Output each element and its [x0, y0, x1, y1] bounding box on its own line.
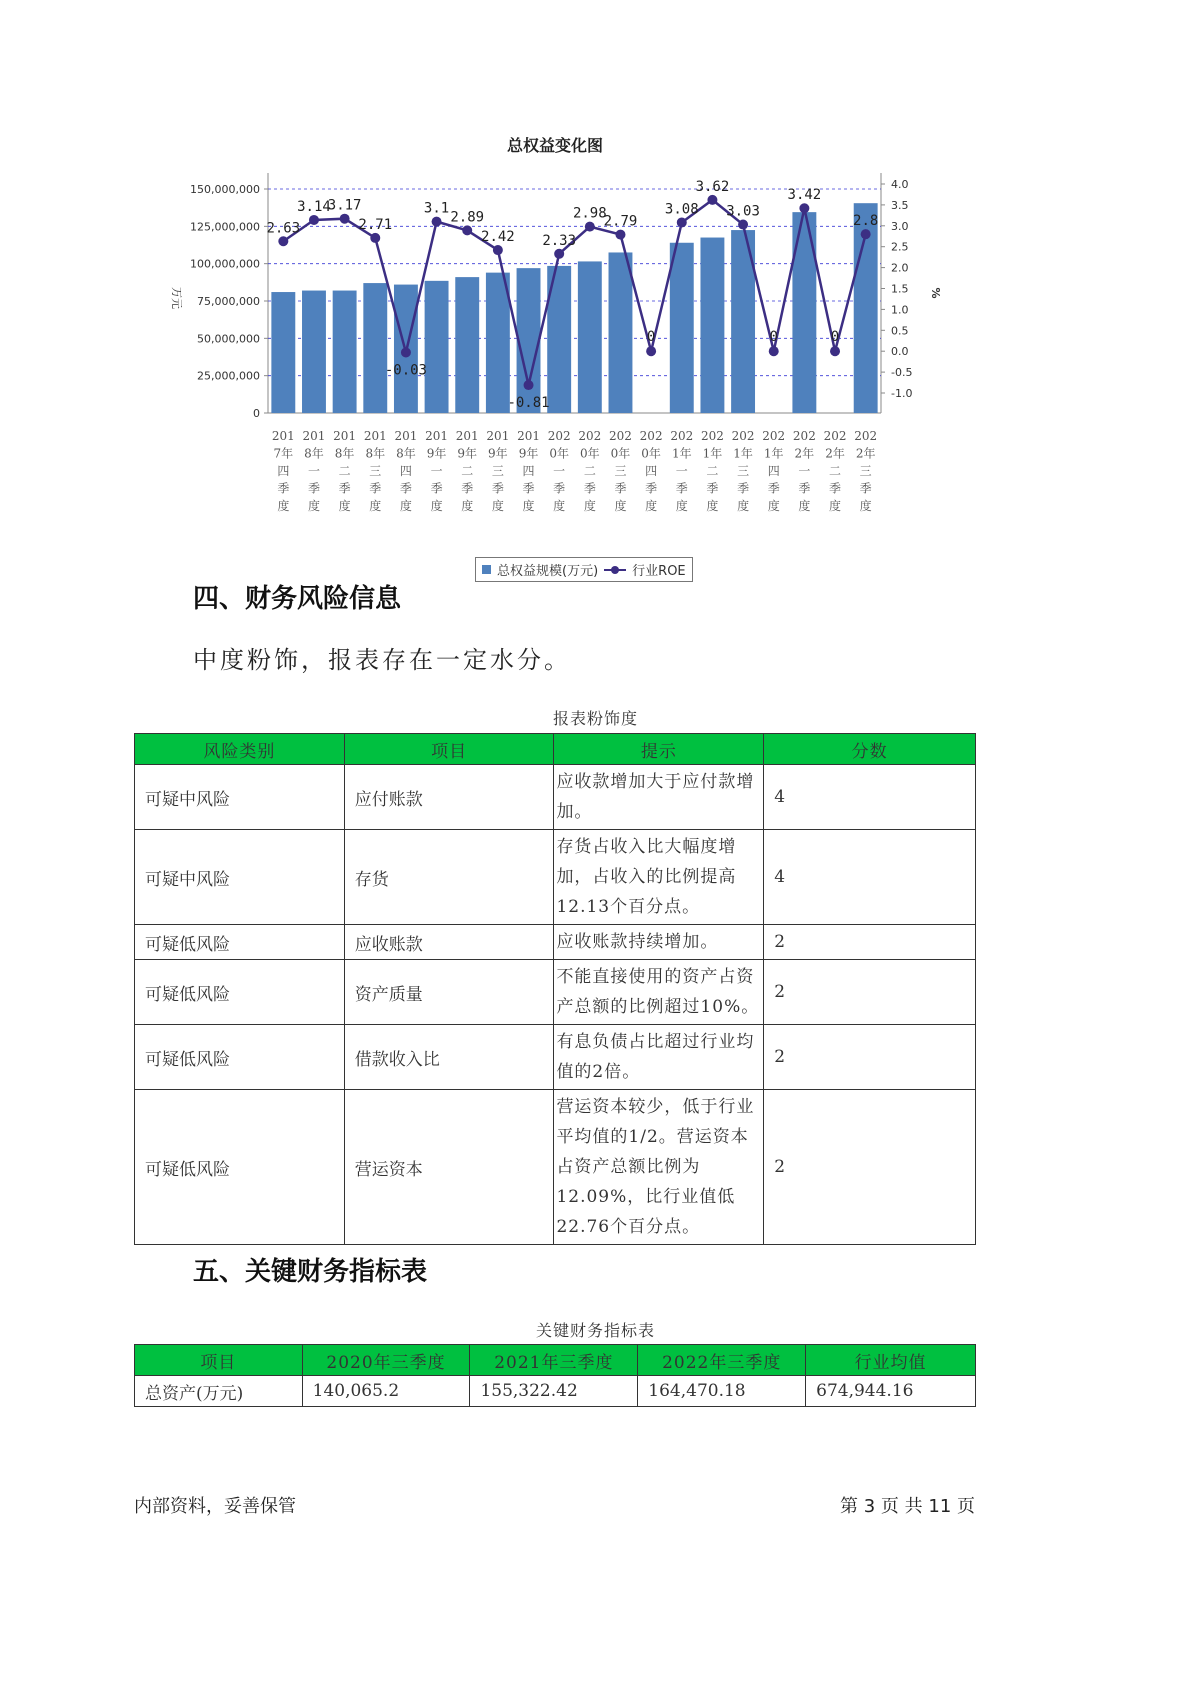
bar	[609, 252, 633, 413]
x-tick-label: 三	[737, 464, 750, 478]
x-tick-label: 202	[670, 429, 694, 443]
kfi-value: 155,322.42	[470, 1376, 638, 1407]
y-tick-label: 75,000,000	[197, 295, 260, 308]
x-tick-label: 季	[675, 481, 688, 496]
x-tick-label: 201	[302, 429, 326, 443]
table-row	[135, 1090, 976, 1245]
x-tick-label: 7年	[273, 446, 294, 461]
header-cell: 风险类别	[135, 734, 345, 765]
roe-data-label: 3.17	[327, 197, 362, 214]
x-tick-label: 0年	[610, 446, 631, 461]
x-tick-label: 度	[583, 499, 596, 513]
legend-line-swatch	[604, 569, 626, 571]
y2-tick-label: 2.0	[891, 261, 909, 275]
x-tick-label: 季	[614, 481, 627, 496]
roe-point	[401, 347, 411, 357]
kfi-table-caption: 关键财务指标表	[535, 1321, 655, 1340]
x-tick-label: 度	[277, 499, 290, 513]
header-cell: 2022年三季度	[638, 1345, 806, 1376]
bar	[363, 283, 387, 413]
bar	[486, 273, 510, 413]
x-tick-label: 季	[369, 481, 382, 496]
x-tick-label: 二	[583, 464, 596, 478]
equity-chart	[170, 135, 975, 595]
kfi-table-header	[135, 1345, 976, 1376]
risk-table-header	[135, 734, 976, 765]
risk-item: 借款收入比	[344, 1025, 554, 1090]
table-row	[135, 765, 976, 830]
bar	[670, 243, 694, 413]
roe-point	[799, 203, 809, 213]
section5-heading: 五、关键财务指标表	[193, 1257, 428, 1287]
x-tick-label: 四	[767, 464, 780, 478]
kfi-table	[134, 1344, 976, 1407]
x-tick-label: 三	[369, 464, 382, 478]
bar	[455, 277, 479, 413]
y-tick-label: 150,000,000	[190, 183, 260, 196]
roe-data-label: 3.03	[726, 203, 760, 220]
bar	[425, 281, 449, 413]
y2-tick-label: 4.0	[891, 178, 909, 191]
x-tick-label: 季	[767, 481, 780, 496]
risk-tip: 存货占收入比大幅度增加，占收入的比例提高12.13个百分点。	[554, 830, 764, 925]
chart-legend	[475, 557, 693, 582]
y-tick-label: 125,000,000	[190, 220, 260, 234]
x-tick-label: 三	[859, 464, 872, 478]
risk-tip: 应收款增加大于应付款增加。	[554, 765, 764, 830]
x-tick-label: 一	[307, 464, 320, 478]
x-tick-label: 9年	[488, 446, 508, 461]
y-tick-label: 0	[253, 407, 260, 420]
x-tick-label: 202	[609, 429, 632, 443]
bar	[700, 238, 724, 413]
x-tick-label: 202	[854, 429, 878, 443]
roe-point	[462, 225, 472, 235]
x-tick-label: 季	[798, 481, 811, 496]
y2-tick-label: 3.0	[891, 219, 909, 233]
x-tick-label: 季	[859, 481, 872, 496]
roe-point	[830, 346, 840, 356]
risk-score: 2	[764, 925, 976, 960]
y2-tick-label: 2.5	[891, 240, 909, 254]
header-cell: 项目	[135, 1345, 303, 1376]
x-tick-label: 季	[461, 481, 474, 496]
y2-tick-label: 0.5	[891, 324, 909, 338]
x-tick-label: 8年	[334, 446, 355, 461]
roe-point	[554, 249, 564, 259]
roe-data-label: 2.42	[481, 229, 515, 246]
roe-data-label: 2.89	[450, 209, 485, 226]
risk-tip: 不能直接使用的资产占资产总额的比例超过10%。	[554, 960, 764, 1025]
x-tick-label: 202	[823, 429, 847, 443]
roe-data-label: 3.1	[423, 200, 450, 217]
x-tick-label: 度	[645, 499, 658, 513]
legend-line-label: 行业ROE	[632, 564, 686, 579]
header-cell: 2020年三季度	[302, 1345, 470, 1376]
x-tick-label: 一	[430, 464, 443, 478]
header-cell: 行业均值	[806, 1345, 976, 1376]
roe-point	[738, 220, 748, 230]
risk-category: 可疑中风险	[135, 830, 345, 925]
risk-category: 可疑低风险	[135, 1025, 345, 1090]
x-tick-label: 度	[461, 499, 474, 513]
equity-chart-svg	[170, 135, 975, 555]
x-tick-label: 8年	[365, 446, 386, 461]
risk-item: 应收账款	[344, 925, 554, 960]
roe-point	[646, 346, 656, 356]
x-tick-label: 季	[430, 481, 443, 496]
x-tick-label: 二	[829, 464, 842, 478]
y-tick-label: 25,000,000	[197, 369, 260, 383]
table-row	[135, 1376, 976, 1407]
roe-data-label: 3.42	[787, 187, 822, 204]
x-tick-label: 三	[614, 464, 627, 478]
roe-point	[769, 346, 779, 356]
risk-score: 2	[764, 1025, 976, 1090]
roe-point	[524, 380, 534, 390]
x-tick-label: 度	[369, 499, 382, 513]
x-tick-label: 季	[645, 481, 658, 496]
risk-tip: 营运资本较少，低于行业平均值的1/2。营运资本占资产总额比例为12.09%，比行业值低22.76个百分点。	[554, 1090, 764, 1245]
roe-point	[278, 236, 288, 246]
bar	[271, 292, 295, 413]
x-tick-label: 8年	[396, 446, 416, 461]
roe-data-label: -0.81	[507, 395, 550, 412]
x-tick-label: 季	[338, 481, 351, 496]
x-tick-label: 202	[762, 429, 786, 443]
x-tick-label: 0年	[580, 446, 600, 461]
roe-data-label: 2.98	[572, 205, 607, 222]
roe-data-label: 2.71	[358, 216, 393, 233]
x-tick-label: 一	[798, 464, 811, 478]
x-tick-label: 度	[553, 499, 566, 513]
y-tick-label: 100,000,000	[190, 257, 260, 271]
table-row	[135, 960, 976, 1025]
risk-category: 可疑低风险	[135, 925, 345, 960]
x-tick-label: 201	[517, 429, 540, 443]
risk-item: 营运资本	[344, 1090, 554, 1245]
x-tick-label: 2年	[855, 446, 876, 461]
x-tick-label: 一	[553, 464, 566, 478]
y2-tick-label: -0.5	[891, 366, 913, 380]
x-tick-label: 201	[363, 429, 387, 443]
section4-text: 中度粉饰，报表存在一定水分。	[193, 646, 571, 674]
risk-score: 2	[764, 960, 976, 1025]
y2-tick-label: 1.5	[891, 282, 909, 296]
kfi-value: 674,944.16	[806, 1376, 976, 1407]
x-tick-label: 四	[277, 464, 290, 478]
x-tick-label: 四	[399, 464, 412, 478]
x-tick-label: 度	[737, 499, 750, 513]
x-tick-label: 202	[731, 429, 755, 443]
x-tick-label: 2年	[794, 446, 815, 461]
x-tick-label: 2年	[825, 446, 845, 461]
x-tick-label: 二	[706, 464, 719, 478]
roe-point	[677, 217, 687, 227]
x-tick-label: 0年	[549, 446, 569, 461]
risk-category: 可疑中风险	[135, 765, 345, 830]
risk-category: 可疑低风险	[135, 960, 345, 1025]
roe-point	[309, 215, 319, 225]
x-tick-label: 201	[425, 429, 449, 443]
x-tick-label: 9年	[457, 446, 478, 461]
roe-point	[370, 233, 380, 243]
kfi-value: 140,065.2	[302, 1376, 470, 1407]
x-tick-label: 202	[547, 429, 571, 443]
risk-score: 4	[764, 765, 976, 830]
x-tick-label: 0年	[641, 446, 661, 461]
x-tick-label: 201	[394, 429, 418, 443]
x-tick-label: 201	[486, 429, 510, 443]
bar	[578, 261, 602, 413]
risk-item: 资产质量	[344, 960, 554, 1025]
roe-data-label: 0	[646, 329, 656, 346]
x-tick-label: 季	[553, 481, 566, 496]
legend-bar-swatch	[482, 565, 491, 574]
roe-point	[585, 222, 595, 232]
header-cell: 2021年三季度	[470, 1345, 638, 1376]
bar	[302, 291, 326, 413]
kfi-item: 总资产(万元)	[135, 1376, 303, 1407]
x-tick-label: 度	[491, 499, 504, 513]
x-tick-label: 三	[491, 464, 504, 478]
x-tick-label: 一	[675, 464, 688, 478]
risk-score: 4	[764, 830, 976, 925]
x-tick-label: 四	[645, 464, 658, 478]
bar	[333, 291, 357, 413]
table-row	[135, 1025, 976, 1090]
x-tick-label: 8年	[304, 446, 324, 461]
x-tick-label: 1年	[733, 446, 753, 461]
risk-category: 可疑低风险	[135, 1090, 345, 1245]
roe-data-label: 3.08	[664, 201, 699, 218]
footer-note: 内部资料，妥善保管	[134, 1496, 296, 1517]
x-tick-label: 201	[333, 429, 357, 443]
x-tick-label: 度	[430, 499, 443, 513]
table-row	[135, 830, 976, 925]
roe-data-label: 2.63	[266, 220, 301, 237]
table-row	[135, 925, 976, 960]
x-tick-label: 度	[706, 499, 719, 513]
y-axis-label: 万元	[170, 287, 183, 309]
section4-heading: 四、财务风险信息	[193, 584, 402, 614]
x-tick-label: 9年	[518, 446, 539, 461]
roe-data-label: 3.14	[297, 198, 331, 215]
risk-table-caption: 报表粉饰度	[552, 709, 638, 728]
x-tick-label: 二	[461, 464, 474, 478]
header-cell: 分数	[764, 734, 976, 765]
x-tick-label: 度	[798, 499, 811, 513]
roe-point	[615, 230, 625, 240]
roe-data-label: 2.79	[603, 213, 638, 230]
x-tick-label: 202	[700, 429, 724, 443]
x-tick-label: 度	[859, 499, 872, 513]
risk-tip: 有息负债占比超过行业均值的2倍。	[554, 1025, 764, 1090]
x-tick-label: 四	[522, 464, 535, 478]
roe-point	[707, 195, 717, 205]
header-cell: 提示	[554, 734, 764, 765]
x-tick-label: 度	[338, 499, 351, 513]
x-tick-label: 季	[737, 481, 750, 496]
risk-item: 存货	[344, 830, 554, 925]
x-tick-label: 度	[307, 499, 320, 513]
roe-point	[432, 217, 442, 227]
roe-point	[861, 229, 871, 239]
y2-tick-label: -1.0	[891, 387, 913, 400]
y2-tick-label: 0.0	[891, 345, 909, 359]
x-tick-label: 202	[578, 429, 602, 443]
roe-data-label: 3.62	[695, 178, 730, 195]
x-tick-label: 度	[675, 499, 688, 513]
roe-data-label: -0.03	[384, 362, 428, 379]
x-tick-label: 度	[522, 499, 535, 513]
header-cell: 项目	[344, 734, 554, 765]
x-tick-label: 202	[792, 429, 816, 443]
y-tick-label: 50,000,000	[197, 332, 260, 346]
y2-axis-label: %	[929, 287, 942, 299]
x-tick-label: 季	[522, 481, 535, 496]
x-tick-label: 度	[399, 499, 412, 513]
roe-data-label: 0	[769, 329, 778, 346]
roe-data-label: 2.8	[853, 213, 879, 230]
risk-tip: 应收账款持续增加。	[554, 925, 764, 960]
roe-data-label: 2.33	[542, 232, 577, 249]
x-tick-label: 9年	[426, 446, 447, 461]
page-number: 第 3 页 共 11 页	[840, 1496, 975, 1517]
kfi-value: 164,470.18	[638, 1376, 806, 1407]
x-tick-label: 季	[277, 481, 290, 496]
roe-point	[340, 214, 350, 224]
x-tick-label: 季	[399, 481, 412, 496]
x-tick-label: 季	[706, 481, 719, 496]
roe-data-label: 0	[830, 329, 840, 346]
bar	[517, 268, 541, 413]
x-tick-label: 1年	[671, 446, 692, 461]
legend-bar-label: 总权益规模(万元)	[497, 564, 599, 579]
x-tick-label: 201	[455, 429, 479, 443]
roe-point	[493, 245, 503, 255]
y2-tick-label: 1.0	[891, 303, 909, 317]
x-tick-label: 二	[338, 464, 351, 478]
x-tick-label: 1年	[763, 446, 784, 461]
x-tick-label: 度	[614, 499, 627, 513]
x-tick-label: 季	[583, 481, 596, 496]
x-tick-label: 度	[767, 499, 780, 513]
x-tick-label: 201	[271, 429, 295, 443]
x-tick-label: 季	[307, 481, 320, 496]
risk-score: 2	[764, 1090, 976, 1245]
x-tick-label: 季	[829, 481, 842, 496]
risk-table	[134, 733, 976, 1245]
x-tick-label: 季	[491, 481, 504, 496]
chart-title: 总权益变化图	[506, 136, 604, 155]
x-tick-label: 度	[829, 499, 842, 513]
y2-tick-label: 3.5	[891, 198, 909, 212]
risk-item: 应付账款	[344, 765, 554, 830]
x-tick-label: 202	[639, 429, 663, 443]
x-tick-label: 1年	[702, 446, 723, 461]
